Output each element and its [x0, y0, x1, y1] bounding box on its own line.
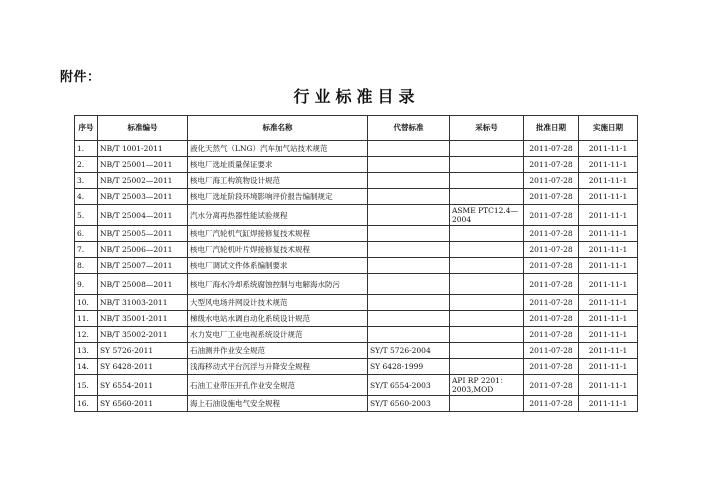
cell-approved: 2011-07-28: [524, 274, 579, 295]
cell-no: 4.: [75, 189, 98, 205]
cell-adopted: [450, 141, 524, 157]
cell-name: 液化天然气（LNG）汽车加气站技术规范: [188, 141, 368, 157]
cell-effective: 2011-11-1: [579, 311, 638, 327]
cell-effective: 2011-11-1: [579, 141, 638, 157]
cell-approved: 2011-07-28: [524, 226, 579, 242]
cell-code: SY 6428-2011: [98, 359, 188, 375]
table-row: [75, 173, 638, 189]
cell-no: 5.: [75, 205, 98, 226]
table-header-row: [75, 116, 638, 141]
table-row: [75, 141, 638, 157]
table-row: [75, 258, 638, 274]
cell-name: 核电厂海工构筑物设计规范: [188, 173, 368, 189]
cell-replaces: [368, 242, 450, 258]
cell-approved: 2011-07-28: [524, 189, 579, 205]
cell-adopted: [450, 359, 524, 375]
cell-code: SY 6554-2011: [98, 375, 188, 396]
column-header-no: 序号: [75, 116, 98, 141]
table-row: [75, 311, 638, 327]
cell-approved: 2011-07-28: [524, 258, 579, 274]
table-row: [75, 226, 638, 242]
cell-approved: 2011-07-28: [524, 359, 579, 375]
cell-name: 核电厂选址质量保证要求: [188, 157, 368, 173]
cell-no: 8.: [75, 258, 98, 274]
cell-approved: 2011-07-28: [524, 343, 579, 359]
cell-replaces: [368, 205, 450, 226]
cell-no: 10.: [75, 295, 98, 311]
cell-adopted: [450, 189, 524, 205]
document-title: 行业标准目录: [293, 87, 420, 106]
cell-code: NB/T 25007—2011: [98, 258, 188, 274]
cell-code: NB/T 25004—2011: [98, 205, 188, 226]
cell-approved: 2011-07-28: [524, 157, 579, 173]
cell-effective: 2011-11-1: [579, 189, 638, 205]
cell-no: 1.: [75, 141, 98, 157]
cell-effective: 2011-11-1: [579, 242, 638, 258]
cell-name: 大型风电场并网设计技术规范: [188, 295, 368, 311]
table-row: [75, 205, 638, 226]
cell-code: NB/T 35001-2011: [98, 311, 188, 327]
cell-code: NB/T 35002-2011: [98, 327, 188, 343]
table-row: [75, 157, 638, 173]
cell-adopted: [450, 173, 524, 189]
table-row: [75, 242, 638, 258]
cell-replaces: [368, 157, 450, 173]
cell-replaces: [368, 189, 450, 205]
cell-adopted: [450, 311, 524, 327]
cell-approved: 2011-07-28: [524, 327, 579, 343]
table-row: [75, 396, 638, 412]
cell-code: NB/T 25005—2011: [98, 226, 188, 242]
cell-adopted: [450, 295, 524, 311]
column-header-effective: 实施日期: [579, 116, 638, 141]
cell-approved: 2011-07-28: [524, 375, 579, 396]
cell-approved: 2011-07-28: [524, 205, 579, 226]
cell-name: 汽水分离再热器性能试验规程: [188, 205, 368, 226]
cell-no: 7.: [75, 242, 98, 258]
cell-no: 9.: [75, 274, 98, 295]
cell-effective: 2011-11-1: [579, 375, 638, 396]
cell-replaces: [368, 258, 450, 274]
cell-effective: 2011-11-1: [579, 295, 638, 311]
column-header-replaces: 代替标准: [368, 116, 450, 141]
table-row: [75, 327, 638, 343]
cell-name: 梯级水电站水调自动化系统设计规范: [188, 311, 368, 327]
cell-adopted: [450, 258, 524, 274]
attachment-label: 附件：: [60, 70, 101, 85]
cell-adopted: [450, 396, 524, 412]
cell-name: 石油测井作业安全规范: [188, 343, 368, 359]
cell-replaces: [368, 311, 450, 327]
cell-name: 核电厂海水冷却系统腐蚀控制与电解海水防污: [188, 274, 368, 295]
cell-replaces: SY/T 5726-2004: [368, 343, 450, 359]
cell-approved: 2011-07-28: [524, 396, 579, 412]
table-body: [75, 141, 638, 412]
cell-effective: 2011-11-1: [579, 258, 638, 274]
cell-name: 水力发电厂工业电视系统设计规范: [188, 327, 368, 343]
cell-no: 12.: [75, 327, 98, 343]
cell-adopted: ASME PTC12.4—2004: [450, 205, 524, 226]
cell-effective: 2011-11-1: [579, 343, 638, 359]
cell-no: 6.: [75, 226, 98, 242]
cell-no: 11.: [75, 311, 98, 327]
cell-no: 14.: [75, 359, 98, 375]
cell-no: 15.: [75, 375, 98, 396]
cell-replaces: [368, 141, 450, 157]
column-header-approved: 批准日期: [524, 116, 579, 141]
cell-no: 13.: [75, 343, 98, 359]
cell-adopted: [450, 242, 524, 258]
cell-no: 16.: [75, 396, 98, 412]
column-header-code: 标准编号: [98, 116, 188, 141]
cell-replaces: [368, 274, 450, 295]
cell-effective: 2011-11-1: [579, 274, 638, 295]
cell-replaces: [368, 226, 450, 242]
cell-approved: 2011-07-28: [524, 242, 579, 258]
cell-code: NB/T 31003-2011: [98, 295, 188, 311]
cell-name: 石油工业带压开孔作业安全规范: [188, 375, 368, 396]
cell-adopted: [450, 327, 524, 343]
cell-name: 核电厂选址阶段环境影响评价报告编制规定: [188, 189, 368, 205]
cell-effective: 2011-11-1: [579, 327, 638, 343]
cell-approved: 2011-07-28: [524, 141, 579, 157]
cell-effective: 2011-11-1: [579, 396, 638, 412]
cell-name: 核电厂调试文件体系编制要求: [188, 258, 368, 274]
cell-code: SY 5726-2011: [98, 343, 188, 359]
cell-code: SY 6560-2011: [98, 396, 188, 412]
cell-name: 核电厂汽轮机气缸焊接修复技术规程: [188, 226, 368, 242]
cell-no: 2.: [75, 157, 98, 173]
cell-adopted: [450, 343, 524, 359]
table-row: [75, 189, 638, 205]
cell-effective: 2011-11-1: [579, 205, 638, 226]
column-header-adopted: 采标号: [450, 116, 524, 141]
cell-approved: 2011-07-28: [524, 295, 579, 311]
cell-effective: 2011-11-1: [579, 173, 638, 189]
cell-effective: 2011-11-1: [579, 226, 638, 242]
cell-replaces: SY 6428-1999: [368, 359, 450, 375]
cell-adopted: [450, 274, 524, 295]
cell-code: NB/T 1001-2011: [98, 141, 188, 157]
cell-name: 浅海移动式平台沉浮与升降安全规程: [188, 359, 368, 375]
standards-table: [74, 115, 638, 412]
column-header-name: 标准名称: [188, 116, 368, 141]
cell-approved: 2011-07-28: [524, 173, 579, 189]
cell-adopted: [450, 226, 524, 242]
cell-replaces: [368, 173, 450, 189]
cell-replaces: [368, 295, 450, 311]
cell-replaces: SY/T 6554-2003: [368, 375, 450, 396]
cell-approved: 2011-07-28: [524, 311, 579, 327]
cell-adopted: API RP 2201：2003,MOD: [450, 375, 524, 396]
cell-effective: 2011-11-1: [579, 157, 638, 173]
table-row: [75, 295, 638, 311]
cell-code: NB/T 25001—2011: [98, 157, 188, 173]
cell-code: NB/T 25008—2011: [98, 274, 188, 295]
cell-name: 海上石油设施电气安全规程: [188, 396, 368, 412]
table-row: [75, 343, 638, 359]
table-row: [75, 375, 638, 396]
cell-code: NB/T 25002—2011: [98, 173, 188, 189]
cell-adopted: [450, 157, 524, 173]
cell-replaces: [368, 327, 450, 343]
cell-code: NB/T 25006—2011: [98, 242, 188, 258]
table-row: [75, 359, 638, 375]
cell-name: 核电厂汽轮机叶片焊接修复技术规程: [188, 242, 368, 258]
cell-code: NB/T 25003—2011: [98, 189, 188, 205]
cell-no: 3.: [75, 173, 98, 189]
table-row: [75, 274, 638, 295]
cell-replaces: SY/T 6560-2003: [368, 396, 450, 412]
cell-effective: 2011-11-1: [579, 359, 638, 375]
